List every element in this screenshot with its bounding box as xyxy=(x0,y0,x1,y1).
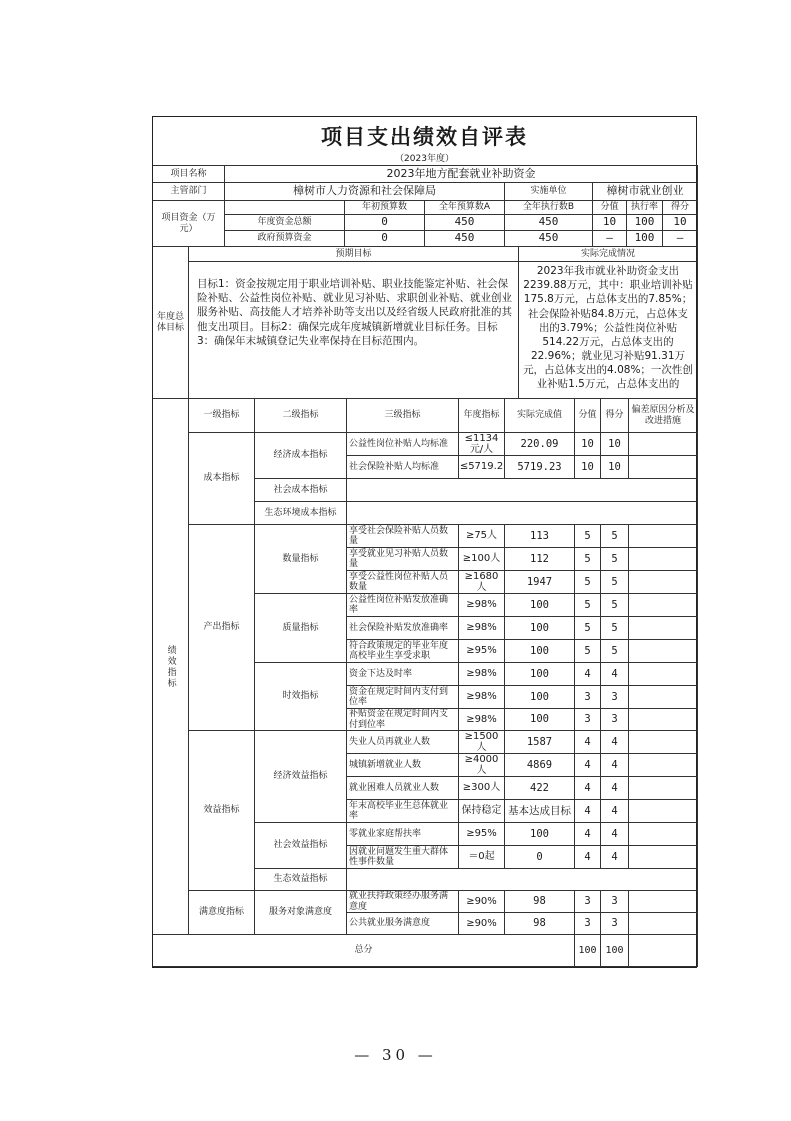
funds-col-rate: 执行率 xyxy=(627,201,663,215)
indicator-actual: 98 xyxy=(505,913,575,935)
funds-row-total: 年度资金总额 xyxy=(225,215,345,231)
funds-value: 0 xyxy=(345,231,425,247)
funds-col-exec: 全年执行数B xyxy=(505,201,593,215)
indicator-got: 4 xyxy=(601,754,629,777)
indicator-name: 社会保险补贴人均标准 xyxy=(347,456,459,479)
level1-output: 产出指标 xyxy=(189,525,255,731)
indicator-score: 5 xyxy=(575,571,601,594)
indicator-score: 5 xyxy=(575,525,601,548)
indicator-actual: 220.09 xyxy=(505,433,575,456)
indicator-deviation xyxy=(629,731,698,754)
indicator-score: 3 xyxy=(575,891,601,913)
empty-row xyxy=(347,479,698,502)
page-title: 项目支出绩效自评表 xyxy=(321,124,528,149)
indicator-actual: 100 xyxy=(505,709,575,731)
indicator-target: ≥95% xyxy=(459,640,505,663)
total-deviation xyxy=(629,935,698,967)
funds-value: 450 xyxy=(425,215,505,231)
indicator-deviation xyxy=(629,663,698,686)
indicator-deviation xyxy=(629,823,698,846)
indicator-got: 4 xyxy=(601,800,629,823)
indicator-target: ≥98% xyxy=(459,663,505,686)
col-actual: 实际完成值 xyxy=(505,399,575,433)
indicator-got: 5 xyxy=(601,617,629,640)
indicator-deviation xyxy=(629,640,698,663)
dept-label: 主管部门 xyxy=(153,183,225,201)
indicator-target: ≥95% xyxy=(459,823,505,846)
indicator-name: 失业人员再就业人数 xyxy=(347,731,459,754)
indicator-name: 零就业家庭帮扶率 xyxy=(347,823,459,846)
expected-goals xyxy=(189,247,519,399)
indicator-actual: 422 xyxy=(505,777,575,800)
indicator-got: 3 xyxy=(601,891,629,913)
indicator-score: 10 xyxy=(575,433,601,456)
indicator-actual: 1587 xyxy=(505,731,575,754)
indicator-actual: 112 xyxy=(505,548,575,571)
indicator-deviation xyxy=(629,754,698,777)
indicator-target: ≤5719.2 xyxy=(459,456,505,479)
indicator-score: 4 xyxy=(575,846,601,869)
indicator-name: 资金在规定时间内支付到位率 xyxy=(347,686,459,709)
indicator-deviation xyxy=(629,456,698,479)
indicator-name: 公益性岗位补贴发放准确率 xyxy=(347,594,459,617)
project-name: 2023年地方配套就业补助资金 xyxy=(225,165,698,183)
dept-value: 樟树市人力资源和社会保障局 xyxy=(225,183,505,201)
indicator-score: 5 xyxy=(575,640,601,663)
funds-value: 450 xyxy=(425,231,505,247)
indicator-actual: 1947 xyxy=(505,571,575,594)
indicator-score: 4 xyxy=(575,777,601,800)
indicator-got: 4 xyxy=(601,731,629,754)
indicator-got: 10 xyxy=(601,456,629,479)
funds-value: 10 xyxy=(663,215,698,231)
total-score: 100 xyxy=(575,935,601,967)
funds-value: 450 xyxy=(505,231,593,247)
indicator-deviation xyxy=(629,777,698,800)
indicator-score: 3 xyxy=(575,709,601,731)
indicator-actual: 4869 xyxy=(505,754,575,777)
indicator-score: 3 xyxy=(575,686,601,709)
col-level3: 三级指标 xyxy=(347,399,459,433)
empty-row xyxy=(347,869,698,891)
evaluation-sheet xyxy=(152,116,697,968)
page-number: — 30 — xyxy=(354,1046,437,1064)
level2-econ-cost: 经济成本指标 xyxy=(255,433,347,479)
indicator-name: 资金下达及时率 xyxy=(347,663,459,686)
indicator-actual: 5719.23 xyxy=(505,456,575,479)
indicator-target: ＝0起 xyxy=(459,846,505,869)
level2-eco-cost: 生态环境成本指标 xyxy=(255,502,347,525)
indicator-target: ≥98% xyxy=(459,709,505,731)
indicator-actual: 100 xyxy=(505,663,575,686)
funds-corner xyxy=(225,201,345,215)
indicator-name: 就业困难人员就业人数 xyxy=(347,777,459,800)
indicator-score: 5 xyxy=(575,594,601,617)
actual-results-label: 实际完成情况 xyxy=(519,247,697,262)
col-deviation: 偏差原因分析及改进措施 xyxy=(629,399,698,433)
indicator-got: 5 xyxy=(601,571,629,594)
total-got: 100 xyxy=(601,935,629,967)
indicator-actual: 100 xyxy=(505,640,575,663)
actual-results xyxy=(519,247,698,399)
indicator-score: 3 xyxy=(575,913,601,935)
indicator-target: ≥98% xyxy=(459,594,505,617)
indicator-got: 5 xyxy=(601,548,629,571)
level2-social-benefit: 社会效益指标 xyxy=(255,823,347,869)
indicator-deviation xyxy=(629,913,698,935)
level2-quantity: 数量指标 xyxy=(255,525,347,594)
funds-col-annual: 全年预算数A xyxy=(425,201,505,215)
indicator-target: ≥98% xyxy=(459,617,505,640)
indicator-actual: 100 xyxy=(505,594,575,617)
funds-value: 10 xyxy=(593,215,627,231)
col-level2: 二级指标 xyxy=(255,399,347,433)
indicator-deviation xyxy=(629,571,698,594)
indicator-actual: 100 xyxy=(505,686,575,709)
indicator-deviation xyxy=(629,686,698,709)
indicator-name: 公益性岗位补贴人均标准 xyxy=(347,433,459,456)
indicator-got: 5 xyxy=(601,594,629,617)
goals-label: 年度总体目标 xyxy=(153,247,189,399)
level2-quality: 质量指标 xyxy=(255,594,347,663)
indicator-target: ≥300人 xyxy=(459,777,505,800)
indicator-target: ≤1134元/人 xyxy=(459,433,505,456)
indicator-target: ≥75人 xyxy=(459,525,505,548)
indicator-score: 4 xyxy=(575,823,601,846)
funds-label: 项目资金（万元） xyxy=(153,201,225,247)
funds-col-initial: 年初预算数 xyxy=(345,201,425,215)
funds-value: 0 xyxy=(345,215,425,231)
indicator-actual: 100 xyxy=(505,823,575,846)
indicator-deviation xyxy=(629,891,698,913)
indicator-name: 社会保险补贴发放准确率 xyxy=(347,617,459,640)
level1-satisfaction: 满意度指标 xyxy=(189,891,255,935)
indicator-deviation xyxy=(629,846,698,869)
indicator-target: ≥4000人 xyxy=(459,754,505,777)
expected-goals-label: 预期目标 xyxy=(189,247,518,262)
perf-side-label: 绩效指标 xyxy=(153,399,189,935)
indicator-score: 4 xyxy=(575,731,601,754)
indicator-deviation xyxy=(629,525,698,548)
indicator-got: 4 xyxy=(601,823,629,846)
indicator-score: 4 xyxy=(575,663,601,686)
indicator-name: 城镇新增就业人数 xyxy=(347,754,459,777)
indicator-score: 5 xyxy=(575,617,601,640)
indicator-actual: 100 xyxy=(505,617,575,640)
indicator-name: 年末高校毕业生总体就业率 xyxy=(347,800,459,823)
impl-label: 实施单位 xyxy=(505,183,593,201)
indicator-name: 享受就业见习补贴人员数量 xyxy=(347,548,459,571)
impl-value: 樟树市就业创业 xyxy=(593,183,698,201)
col-target: 年度指标 xyxy=(459,399,505,433)
empty-row xyxy=(347,502,698,525)
indicator-deviation xyxy=(629,433,698,456)
col-score: 分值 xyxy=(575,399,601,433)
indicator-got: 4 xyxy=(601,777,629,800)
indicator-name: 公共就业服务满意度 xyxy=(347,913,459,935)
indicator-got: 3 xyxy=(601,686,629,709)
actual-results-text: 2023年我市就业补助资金支出2239.88万元，其中：职业培训补贴175.8万元，占总体支出的7.85%；社会保险补贴84.8万元，占总体支出的3.79%；公益性岗位补贴514.22万元，占总体支出的22.96%；就业见习补贴91.31万元，占总体支出的4.08%；一次性创业补贴1.5万元，占总体支出的 xyxy=(523,265,693,391)
col-level1: 一级指标 xyxy=(189,399,255,433)
funds-value: — xyxy=(663,231,698,247)
level1-benefit: 效益指标 xyxy=(189,731,255,891)
indicator-target: ≥100人 xyxy=(459,548,505,571)
expected-goals-text: 目标1：资金按规定用于职业培训补贴、职业技能鉴定补贴、社会保险补贴、公益性岗位补贴、就业见习补贴、求职创业补贴、就业创业服务补贴、高技能人才培养补助等支出以及经省级人民政府批准的其他支出项目。目标2：确保完成年度城镇新增就业目标任务。目标3：确保年末城镇登记失业率保持在目标范围内。 xyxy=(197,278,512,347)
funds-col-got: 得分 xyxy=(663,201,698,215)
indicator-target: ≥1680人 xyxy=(459,571,505,594)
col-got: 得分 xyxy=(601,399,629,433)
indicator-got: 3 xyxy=(601,913,629,935)
level2-econ-benefit: 经济效益指标 xyxy=(255,731,347,823)
project-name-label: 项目名称 xyxy=(153,165,225,183)
funds-value: — xyxy=(593,231,627,247)
indicator-actual: 98 xyxy=(505,891,575,913)
indicator-name: 符合政策规定的毕业年度高校毕业生享受求职 xyxy=(347,640,459,663)
indicator-actual: 113 xyxy=(505,525,575,548)
indicator-target: 保持稳定 xyxy=(459,800,505,823)
indicator-score: 4 xyxy=(575,754,601,777)
indicator-score: 10 xyxy=(575,456,601,479)
indicator-got: 5 xyxy=(601,525,629,548)
level2-social-cost: 社会成本指标 xyxy=(255,479,347,502)
indicator-deviation xyxy=(629,617,698,640)
indicator-got: 10 xyxy=(601,433,629,456)
indicator-got: 4 xyxy=(601,846,629,869)
indicator-score: 4 xyxy=(575,800,601,823)
indicator-deviation xyxy=(629,800,698,823)
indicator-name: 就业扶持政策经办服务满意度 xyxy=(347,891,459,913)
indicator-deviation xyxy=(629,594,698,617)
indicator-target: ≥90% xyxy=(459,913,505,935)
funds-col-score: 分值 xyxy=(593,201,627,215)
indicator-actual: 0 xyxy=(505,846,575,869)
funds-row-gov: 政府预算资金 xyxy=(225,231,345,247)
level2-timeliness: 时效指标 xyxy=(255,663,347,731)
indicator-deviation xyxy=(629,548,698,571)
indicator-name: 享受公益性岗位补贴人员数量 xyxy=(347,571,459,594)
indicator-actual: 基本达成目标 xyxy=(505,800,575,823)
funds-value: 450 xyxy=(505,215,593,231)
funds-value: 100 xyxy=(627,231,663,247)
indicator-name: 享受社会保险补贴人员数量 xyxy=(347,525,459,548)
indicator-got: 5 xyxy=(601,640,629,663)
level1-cost: 成本指标 xyxy=(189,433,255,525)
indicator-target: ≥90% xyxy=(459,891,505,913)
indicator-got: 3 xyxy=(601,709,629,731)
total-label: 总分 xyxy=(153,935,575,967)
level2-service-satisfaction: 服务对象满意度 xyxy=(255,891,347,935)
indicator-target: ≥1500人 xyxy=(459,731,505,754)
level2-eco-benefit: 生态效益指标 xyxy=(255,869,347,891)
indicator-deviation xyxy=(629,709,698,731)
indicator-score: 5 xyxy=(575,548,601,571)
funds-value: 100 xyxy=(627,215,663,231)
year-label: （2023年度） xyxy=(395,154,454,164)
indicator-got: 4 xyxy=(601,663,629,686)
indicator-name: 补贴资金在规定时间内支付到位率 xyxy=(347,709,459,731)
indicator-name: 因就业问题发生重大群体性事件数量 xyxy=(347,846,459,869)
indicator-target: ≥98% xyxy=(459,686,505,709)
